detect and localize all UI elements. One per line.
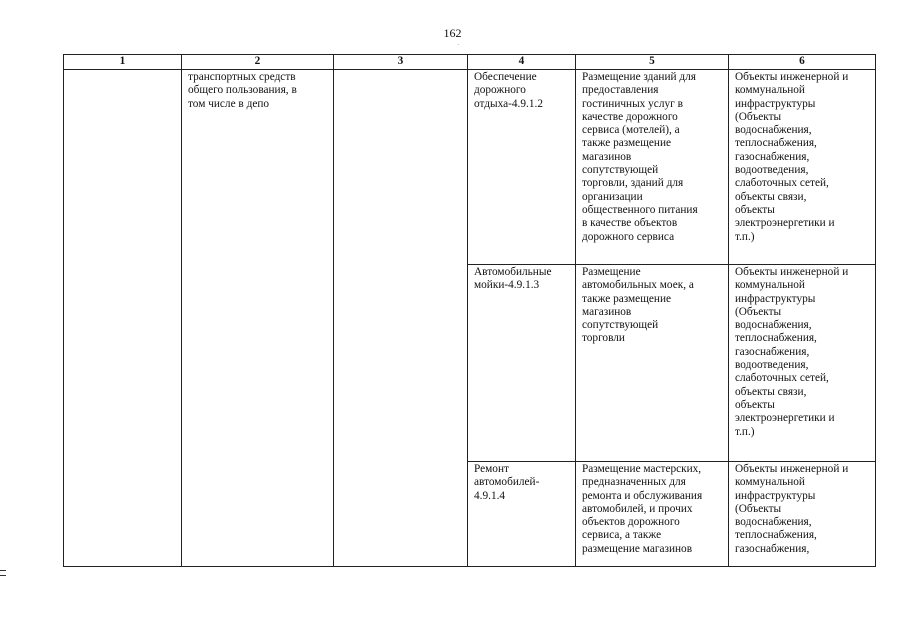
header-col-5: 5	[576, 55, 729, 70]
cell-col-5	[576, 462, 729, 567]
header-col-2: 2	[182, 55, 334, 70]
cell-col-3	[334, 70, 468, 567]
cell-text: Объекты инженерной и коммунальной инфраструктуры (Объекты водоснабжения, теплоснабжения, газоснабжения,	[735, 463, 849, 555]
cell-col-6	[729, 462, 876, 567]
header-col-4: 4	[468, 55, 576, 70]
table-row	[64, 70, 876, 265]
cell-col-4	[468, 70, 576, 265]
cell-col-6	[729, 265, 876, 462]
header-col-1: 1	[64, 55, 182, 70]
page-number: 162	[443, 26, 462, 40]
cell-text: Ремонт автомобилей- 4.9.1.4	[474, 463, 540, 502]
cell-text: Размещение мастерских, предназначенных для ремонта и обслуживания автомобилей, и прочих объектов дорожного сервиса, а также размещение магазинов	[582, 463, 703, 555]
margin-mark	[0, 570, 6, 576]
cell-col-6	[729, 70, 876, 265]
cell-col-1	[64, 70, 182, 567]
cell-text: Объекты инженерной и коммунальной инфраструктуры (Объекты водоснабжения, теплоснабжения, газоснабжения, водоотведения, слаботочных сетей, объекты связи, объекты электроэнергетики и т.п.)	[735, 266, 849, 438]
header-col-3: 3	[334, 55, 468, 70]
cell-text: Автомобильные мойки-4.9.1.3	[474, 266, 552, 292]
zoning-table	[63, 54, 876, 567]
cell-text: Обеспечение дорожного отдыха-4.9.1.2	[474, 71, 543, 110]
cell-text: Размещение зданий для предоставления гостиничных услуг в качестве дорожного сервиса (мотелей), а также размещение магазинов сопутствующей торговли, зданий для организации общественного питания в качестве объектов дорожного сервиса	[582, 71, 698, 243]
cell-text: Размещение автомобильных моек, а также размещение магазинов сопутствующей торговли	[582, 266, 694, 345]
cell-col-4	[468, 265, 576, 462]
cell-col-5	[576, 265, 729, 462]
header-col-6: 6	[729, 55, 876, 70]
scan-mark: ·	[457, 41, 460, 49]
cell-col-4	[468, 462, 576, 567]
cell-col-2	[182, 70, 334, 567]
cell-text: транспортных средств общего пользования, в том числе в депо	[188, 71, 297, 110]
cell-text: Объекты инженерной и коммунальной инфраструктуры (Объекты водоснабжения, теплоснабжения, газоснабжения, водоотведения, слаботочных сетей, объекты связи, объекты электроэнергетики и т.п.)	[735, 71, 849, 243]
header-row	[64, 55, 876, 70]
cell-col-5	[576, 70, 729, 265]
